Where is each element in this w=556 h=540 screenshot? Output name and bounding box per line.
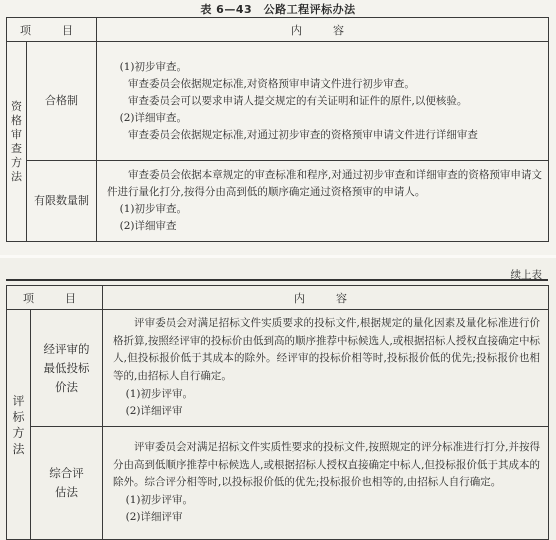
evaluation-table-bottom <box>6 285 549 540</box>
divider <box>6 279 548 281</box>
method-content <box>97 42 549 161</box>
content-line: 评审委员会对满足招标文件实质性要求的投标文件,按照规定的评分标准进行打分,并按得分由高到低顺序推荐中标候选人,或根据招标人授权直接确定中标人,但投标报价低于其成本的除外。综合评分相等时,以投标报价低的优先;投标报价也相等的,由招标人自行确定。 <box>113 441 540 489</box>
method-name: 有限数量制 <box>27 161 97 242</box>
content-line: (2)详细审查。 <box>119 111 187 124</box>
table-row <box>7 161 549 242</box>
table-row <box>7 427 549 540</box>
content-line: (1)初步评审。 <box>125 493 193 506</box>
header-content: 内 容 <box>103 286 549 310</box>
evaluation-table-top <box>6 17 549 242</box>
method-name: 综合评估法 <box>31 427 103 540</box>
content-line: 审查委员会可以要求申请人提交规定的有关证明和证件的原件,以便核验。 <box>128 94 468 107</box>
table-row <box>7 42 549 161</box>
method-name: 合格制 <box>27 42 97 161</box>
content-line: (2)详细评审 <box>125 405 183 418</box>
table-row <box>7 310 549 427</box>
group-label-evaluation: 评标方法 <box>7 310 31 540</box>
header-item: 项 目 <box>7 18 97 42</box>
header-content: 内 容 <box>97 18 549 42</box>
content-line: (1)初步审查。 <box>119 60 187 73</box>
content-line: 审查委员会依据规定标准,对通过初步审查的资格预审申请文件进行详细审查 <box>128 128 478 141</box>
header-item: 项 目 <box>7 286 103 310</box>
table-header-row <box>7 18 549 42</box>
method-content <box>103 310 549 427</box>
content-line: 审查委员会依据本章规定的审查标准和程序,对通过初步审查和详细审查的资格预审申请文件进行量化打分,按得分由高到低的顺序确定通过资格预审的申请人。 <box>107 169 542 198</box>
continued-label: 续上表 <box>510 269 542 281</box>
method-content <box>97 161 549 242</box>
content-line: 审查委员会依据规定标准,对资格预审申请文件进行初步审查。 <box>128 77 415 90</box>
content-line: (1)初步评审。 <box>125 387 193 400</box>
table-header-row <box>7 286 549 310</box>
content-line: (2)详细审查 <box>119 220 177 232</box>
table-title: 表 6—43 公路工程评标办法 <box>200 3 356 16</box>
group-label-qualification: 资格审查方法 <box>7 42 27 242</box>
content-line: (2)详细评审 <box>125 511 183 524</box>
content-line: 评审委员会对满足招标文件实质要求的投标文件,根据规定的量化因素及量化标准进行价格折算,按照经评审的投标价由低到高的顺序推荐中标候选人,或根据招标人授权直接确定中标人,但投标报价低于其成本的除外。经评审的投标价相等时,投标报价低的优先;投标报价也相等的,由招标人自行确定。 <box>113 317 540 382</box>
method-content <box>103 427 549 540</box>
method-name: 经评审的最低投标价法 <box>31 310 103 427</box>
content-line: (1)初步审查。 <box>119 203 187 215</box>
